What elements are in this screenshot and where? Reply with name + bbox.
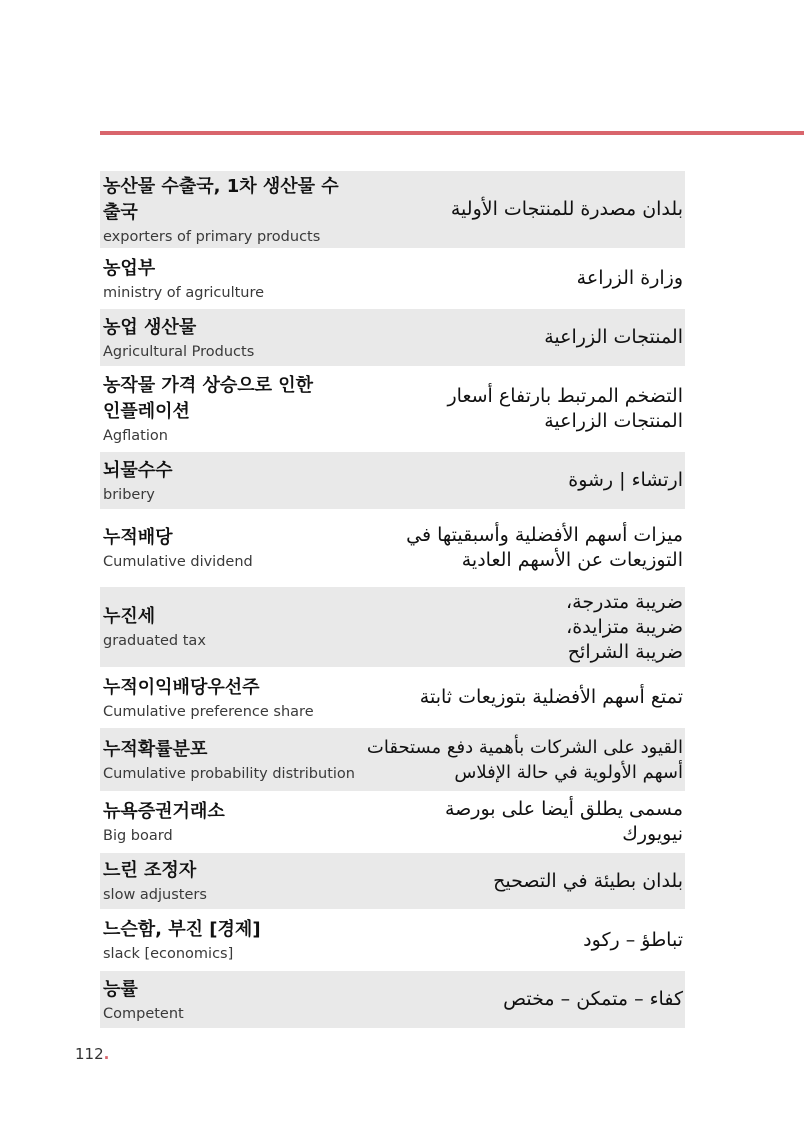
english-term: slack [economics] <box>103 946 234 962</box>
glossary-row <box>100 587 685 667</box>
english-term: graduated tax <box>103 633 206 649</box>
glossary-row <box>100 670 685 725</box>
term-source <box>103 735 359 785</box>
korean-term: 능률 <box>103 978 138 1000</box>
term-source <box>103 975 353 1025</box>
korean-term: 누적이익배당우선주 <box>103 676 260 698</box>
english-term: Competent <box>103 1005 184 1022</box>
arabic-term: مسمى يطلق أيضا على بورصة نيويورك <box>444 798 683 845</box>
glossary-row <box>100 452 685 509</box>
arabic-term: التضخم المرتبط بارتفاع أسعار المنتجات الزراعية <box>447 385 683 432</box>
arabic-term: تمتع أسهم الأفضلية بتوزيعات ثابتة <box>419 686 683 708</box>
english-term: exporters of primary products <box>103 228 321 245</box>
term-source <box>103 313 353 363</box>
glossary-row <box>100 853 685 909</box>
korean-term: 느슨함, 부진 [경제] <box>103 919 261 940</box>
korean-term: 뇌물수수 <box>103 459 173 481</box>
term-source <box>103 254 353 304</box>
glossary-row <box>100 971 685 1028</box>
arabic-term: بلدان مصدرة للمنتجات الأولية <box>450 198 683 220</box>
arabic-term: كفاء – متمكن – مختص <box>503 988 683 1010</box>
page-number-dot: . <box>103 1045 110 1063</box>
top-accent-rule <box>100 131 804 135</box>
glossary-row <box>100 512 685 584</box>
term-source <box>103 602 353 652</box>
english-term: Cumulative dividend <box>103 554 253 570</box>
term-source <box>103 915 353 965</box>
term-source <box>103 673 353 723</box>
arabic-term: بلدان بطيئة في التصحيح <box>493 869 683 892</box>
term-source <box>103 172 353 248</box>
glossary-row <box>100 728 685 791</box>
english-term: Agricultural Products <box>103 343 255 360</box>
term-source <box>103 856 353 906</box>
glossary-row <box>100 794 685 850</box>
glossary-table <box>100 171 685 1031</box>
english-term: Cumulative probability distribution <box>103 765 355 782</box>
page-number-text: 112 <box>75 1045 104 1063</box>
korean-term: 누진세 <box>103 606 156 627</box>
arabic-term: ميزات أسهم الأفضلية وأسبقيتها في التوزيعات عن الأسهم العادية <box>406 524 683 571</box>
glossary-row <box>100 251 685 306</box>
korean-term: 농업부 <box>103 257 156 279</box>
arabic-term: تباطؤ – ركود <box>583 928 683 951</box>
korean-term: 농산물 수출국, 1차 생산물 수 출국 <box>103 175 339 223</box>
arabic-term: المنتجات الزراعية <box>544 326 683 348</box>
korean-term: 누적확률분포 <box>103 738 208 760</box>
term-source <box>103 523 353 573</box>
glossary-row <box>100 369 685 449</box>
glossary-row <box>100 171 685 248</box>
term-source <box>103 371 353 447</box>
page-number <box>75 1045 109 1063</box>
glossary-row <box>100 912 685 968</box>
english-term: slow adjusters <box>103 887 207 903</box>
korean-term: 느린 조정자 <box>103 860 197 881</box>
term-source <box>103 456 353 506</box>
korean-term: 농업 생산물 <box>103 316 197 338</box>
glossary-row <box>100 309 685 366</box>
english-term: Cumulative preference share <box>103 703 314 720</box>
korean-term: 농작물 가격 상승으로 인한 인플레이션 <box>103 375 314 422</box>
korean-term: 누적배당 <box>103 527 173 548</box>
english-term: bribery <box>103 486 155 503</box>
term-source <box>103 797 353 847</box>
arabic-term: ضريبة متدرجة، ضريبة متزايدة، ضريبة الشرائح <box>566 590 683 663</box>
korean-term: 뉴욕증권거래소 <box>103 801 225 822</box>
english-term: Big board <box>103 828 173 844</box>
english-term: Agflation <box>103 428 168 444</box>
english-term: ministry of agriculture <box>103 284 265 301</box>
arabic-term: وزارة الزراعة <box>576 267 683 289</box>
arabic-term: القيود على الشركات بأهمية دفع مستحقات أسهم الأولوية في حالة الإفلاس <box>366 736 683 783</box>
arabic-term: ارتشاء | رشوة <box>568 469 683 491</box>
